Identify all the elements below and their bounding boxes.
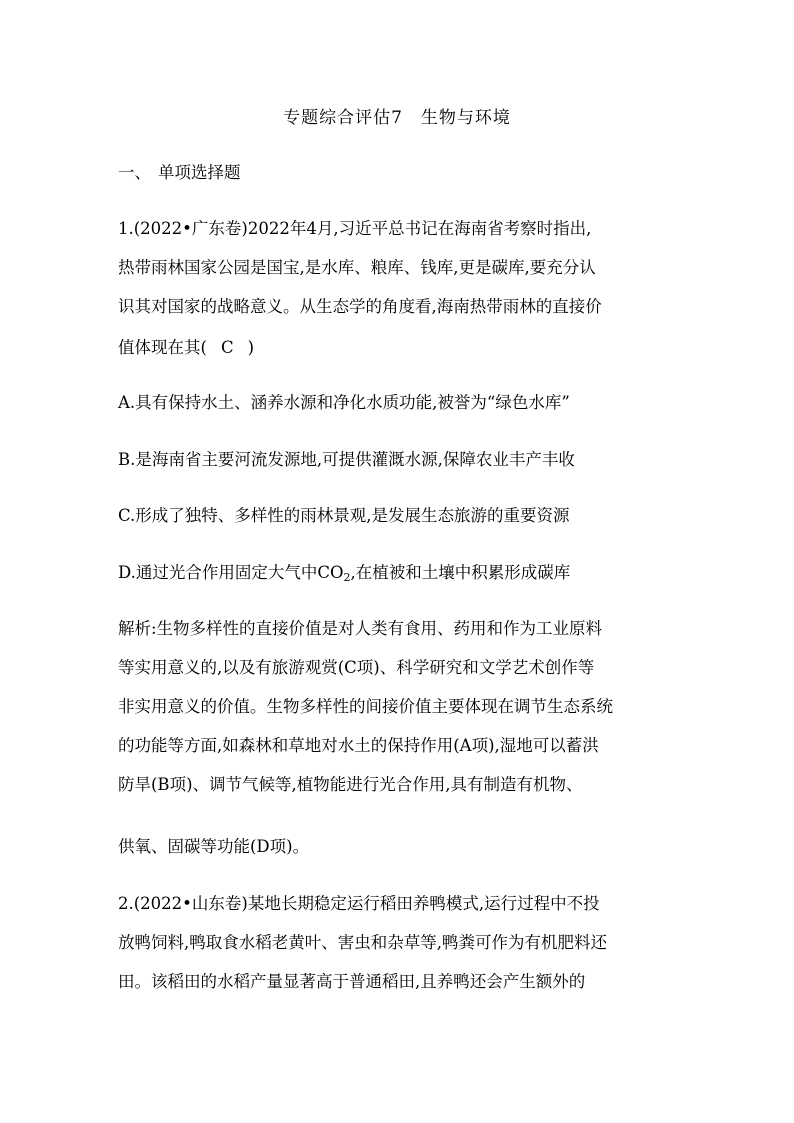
q1-option-a: A.具有保持水土、涵养水源和净化水质功能,被誉为“绿色水库” <box>118 393 570 412</box>
q1-analysis-line-2: 等实用意义的,以及有旅游观赏(C项)、科学研究和文学艺术创作等 <box>118 658 595 677</box>
q1-option-c: C.形成了独特、多样性的雨林景观,是发展生态旅游的重要资源 <box>118 506 570 525</box>
q2-line-3: 田。该稻田的水稻产量显著高于普通稻田,且养鸭还会产生额外的 <box>118 972 586 991</box>
q1-analysis-line-4: 的功能等方面,如森林和草地对水土的保持作用(A项),湿地可以蓄洪 <box>118 736 599 755</box>
q1-option-d-text: D.通过光合作用固定大气中CO <box>118 563 344 582</box>
page-title <box>0 103 794 128</box>
q1-answer: C <box>220 338 234 357</box>
q1-analysis-line-3: 非实用意义的价值。生物多样性的间接价值主要体现在调节生态系统 <box>118 697 613 716</box>
q1-paren-close: ) <box>247 338 254 357</box>
section-number: 一、 <box>118 163 151 182</box>
q1-option-d-subscript: 2 <box>343 571 351 584</box>
q1-analysis-line-1: 解析:生物多样性的直接价值是对人类有食用、药用和作为工业原料 <box>118 619 603 638</box>
q1-option-b: B.是海南省主要河流发源地,可提供灌溉水源,保障农业丰产丰收 <box>118 450 575 469</box>
q1-line-2: 热带雨林国家公园是国宝,是水库、粮库、钱库,更是碳库,要充分认 <box>118 258 596 277</box>
q1-analysis-line-5: 防旱(B项)、调节气候等,植物能进行光合作用,具有制造有机物、 <box>118 775 583 794</box>
q2-line-2: 放鸭饲料,鸭取食水稻老黄叶、害虫和杂草等,鸭粪可作为有机肥料还 <box>118 933 607 952</box>
q1-option-d <box>118 561 570 585</box>
q1-option-d-text-end: ,在植被和土壤中积累形成碳库 <box>350 563 571 582</box>
q1-line-3: 识其对国家的战略意义。从生态学的角度看,海南热带雨林的直接价 <box>118 297 602 316</box>
title-main: 专题综合评估7 <box>283 108 403 128</box>
title-sub: 生物与环境 <box>420 108 511 128</box>
q1-stem-end: 值体现在其( <box>118 338 207 357</box>
q1-analysis-line-6: 供氧、固碳等功能(D项)。 <box>118 837 310 856</box>
section-heading <box>118 161 241 185</box>
q1-line-4 <box>118 336 254 360</box>
q1-line-1: 1.(2022•广东卷)2022年4月,习近平总书记在海南省考察时指出, <box>118 219 592 238</box>
section-label: 单项选择题 <box>158 163 241 182</box>
q2-line-1: 2.(2022•山东卷)某地长期稳定运行稻田养鸭模式,运行过程中不投 <box>118 894 600 913</box>
